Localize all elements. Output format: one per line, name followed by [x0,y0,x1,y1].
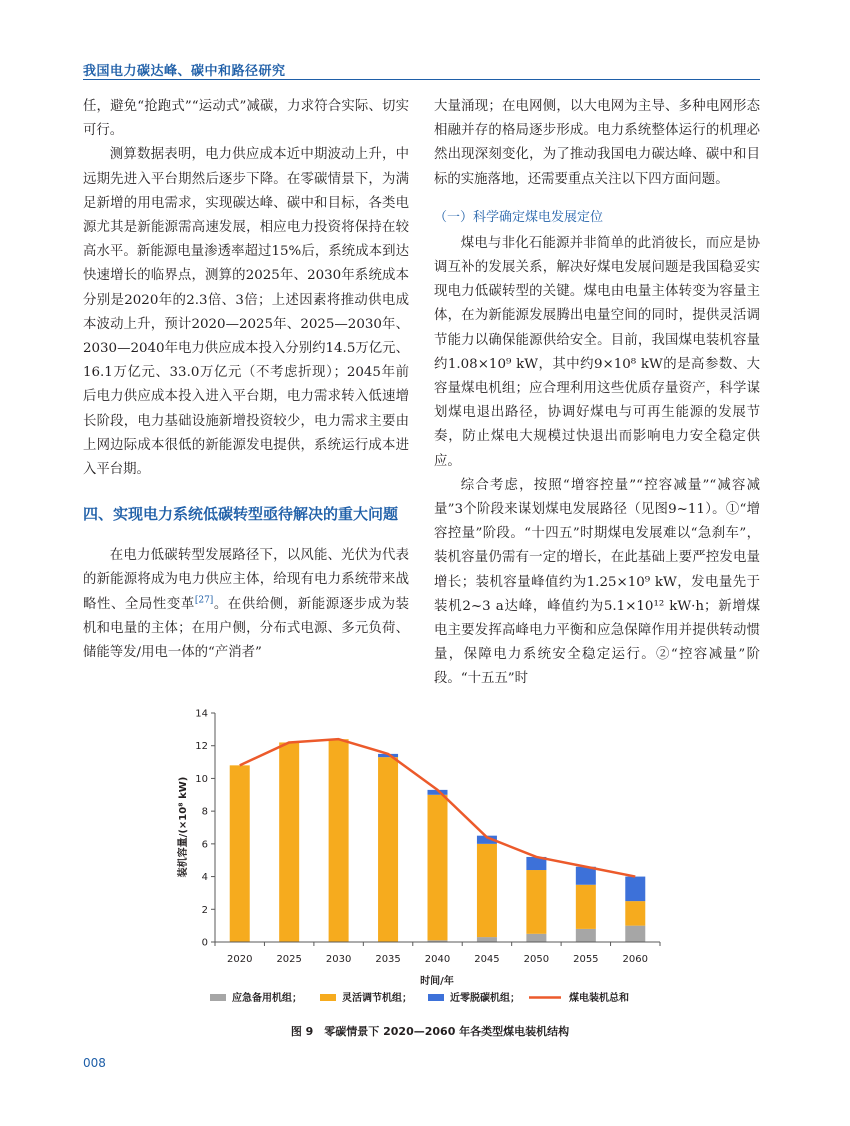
x-tick-label: 2050 [523,954,550,965]
bar-segment [576,885,596,929]
right-column [434,95,760,692]
coal-capacity-chart [170,705,690,1015]
figure-caption: 图 9 零碳情景下 2020—2060 年各类型煤电装机结构 [290,1025,570,1038]
legend-swatch [320,994,336,1001]
body-paragraph: 大量涌现；在电网侧，以大电网为主导、多种电网形态相融并存的格局逐步形成。电力系统整体运行的机理必然出现深刻变化，为了推动我国电力碳达峰、碳中和目标的实施落地，还需要重点关注以下四方面问题。 [434,99,760,187]
x-tick-label: 2055 [573,954,599,965]
y-tick-label: 2 [201,904,208,916]
bar-segment [477,937,497,942]
bar-segment [625,926,645,942]
body-paragraph: 测算数据表明，电力供应成本近中期波动上升，中远期先进入平台期然后逐步下降。在零碳情景下，为满足新增的用电需求，实现碳达峰、碳中和目标，各类电源尤其是新能源需高速发展，相应电力投资将保持在较高水平。新能源电量渗透率超过15%后，系统成本到达快速增长的临界点，测算的2025年、2030年系统成本分别是2020年的2.3倍、3倍；上述因素将推动供电成本波动上升，预计2020—2025年、2025—2030年、2030—2040年电力供应成本投入分别约14.5万亿元、16.1万亿元、33.0万亿元（不考虑折现）；2045年前后电力供应成本投入进入平台期，电力需求转入低速增长阶段，电力基础设施新增投资较少，电力需求主要由上网边际成本很低的新能源发电提供，系统运行成本进入平台期。 [83,147,409,478]
subsection-heading: （一）科学确定煤电发展定位 [434,209,604,225]
body-paragraph: 综合考虑，按照“增容控量”“控容减量”“减容减量”3个阶段来谋划煤电发展路径（见图9~11）。①“增容控量”阶段。“十四五”时期煤电发展难以“急刹车”，装机容量仍需有一定的增长，在此基础上要严控发电量增长；装机容量峰值约为1.25×10⁹ kW，发电量先于装机2~3 a达峰，峰值约为5.1×10¹² kW·h；新增煤电主要发挥高峰电力平衡和应急保障作用并提供转动惯量，保障电力系统安全稳定运行。②“控容减量”阶段。“十五五”时 [434,477,760,687]
body-paragraph [83,544,409,665]
citation-reference[interactable]: [27] [194,595,214,606]
header-rule [83,79,760,80]
x-tick-label: 2030 [325,954,352,965]
paragraph-text: 。在供给侧，新能源逐步成为装机和电量的主体；在用户侧，分布式电源、多元负荷、储能等发/用电一体的“产消者” [83,596,410,661]
bar-segment [329,739,349,942]
body-paragraph: 任，避免“抢跑式”“运动式”减碳，力求符合实际、切实可行。 [83,99,409,139]
bar-segment [526,934,546,942]
left-column [83,95,409,665]
running-title: 我国电力碳达峰、碳中和路径研究 [83,64,286,79]
x-tick-label: 2025 [276,954,302,965]
paragraph-text: 在电力低碳转型发展路径下，以风能、光伏为代表的新能源将成为电力供应主体，给现有电力系统带来战略性、全局性变革 [83,548,409,612]
x-tick-label: 2045 [474,954,500,965]
y-tick-label: 8 [201,806,208,818]
bar-segment [576,867,596,885]
y-tick-label: 4 [201,872,208,884]
section-heading: 四、实现电力系统低碳转型亟待解决的重大问题 [83,505,399,524]
bar-segment [428,795,448,941]
x-axis-title: 时间/年 [420,976,454,987]
legend-label: 应急备用机组； [232,993,302,1004]
bar-segment [230,765,250,942]
y-tick-label: 0 [201,937,208,949]
x-tick-label: 2040 [424,954,451,965]
x-tick-label: 2020 [226,954,253,965]
y-axis-title: 装机容量/(×10⁸ kW) [178,776,189,878]
bar-segment [625,877,645,902]
body-paragraph: 煤电与非化石能源并非简单的此消彼长，而应是协调互补的发展关系，解决好煤电发展问题是我国稳妥实现电力低碳转型的关键。煤电由电量主体转变为容量主体，在为新能源发展腾出电量空间的同时，提供灵活调节能力以确保能源供给安全。目前，我国煤电装机容量约1.08×10⁹ kW，其中约9×10⁸ kW的是高参数、大容量煤电机组；应合理利用这些优质存量资产，科学谋划煤电退出路径，协调好煤电与可再生能源的发展节奏，防止煤电大规模过快退出而影响电力安全稳定供应。 [434,235,760,469]
x-tick-label: 2060 [622,954,649,965]
y-tick-label: 14 [195,708,208,720]
bar-segment [378,757,398,942]
bar-segment [625,901,645,926]
y-tick-label: 6 [201,839,208,851]
legend-label: 近零脱碳机组； [450,993,520,1004]
legend-label: 煤电装机总和 [569,993,629,1004]
legend-label: 灵活调节机组； [342,993,412,1004]
legend-swatch [210,994,226,1001]
chart-legend [210,991,629,1004]
x-tick-label: 2035 [375,954,401,965]
figure-9 [170,705,690,1038]
page-number: 008 [83,1056,106,1070]
bar-segment [526,870,546,934]
y-tick-label: 12 [195,741,208,753]
bar-segment [279,742,299,942]
bar-segment [477,844,497,937]
legend-swatch [428,994,444,1001]
y-tick-label: 10 [195,773,208,785]
bar-segment [576,929,596,942]
